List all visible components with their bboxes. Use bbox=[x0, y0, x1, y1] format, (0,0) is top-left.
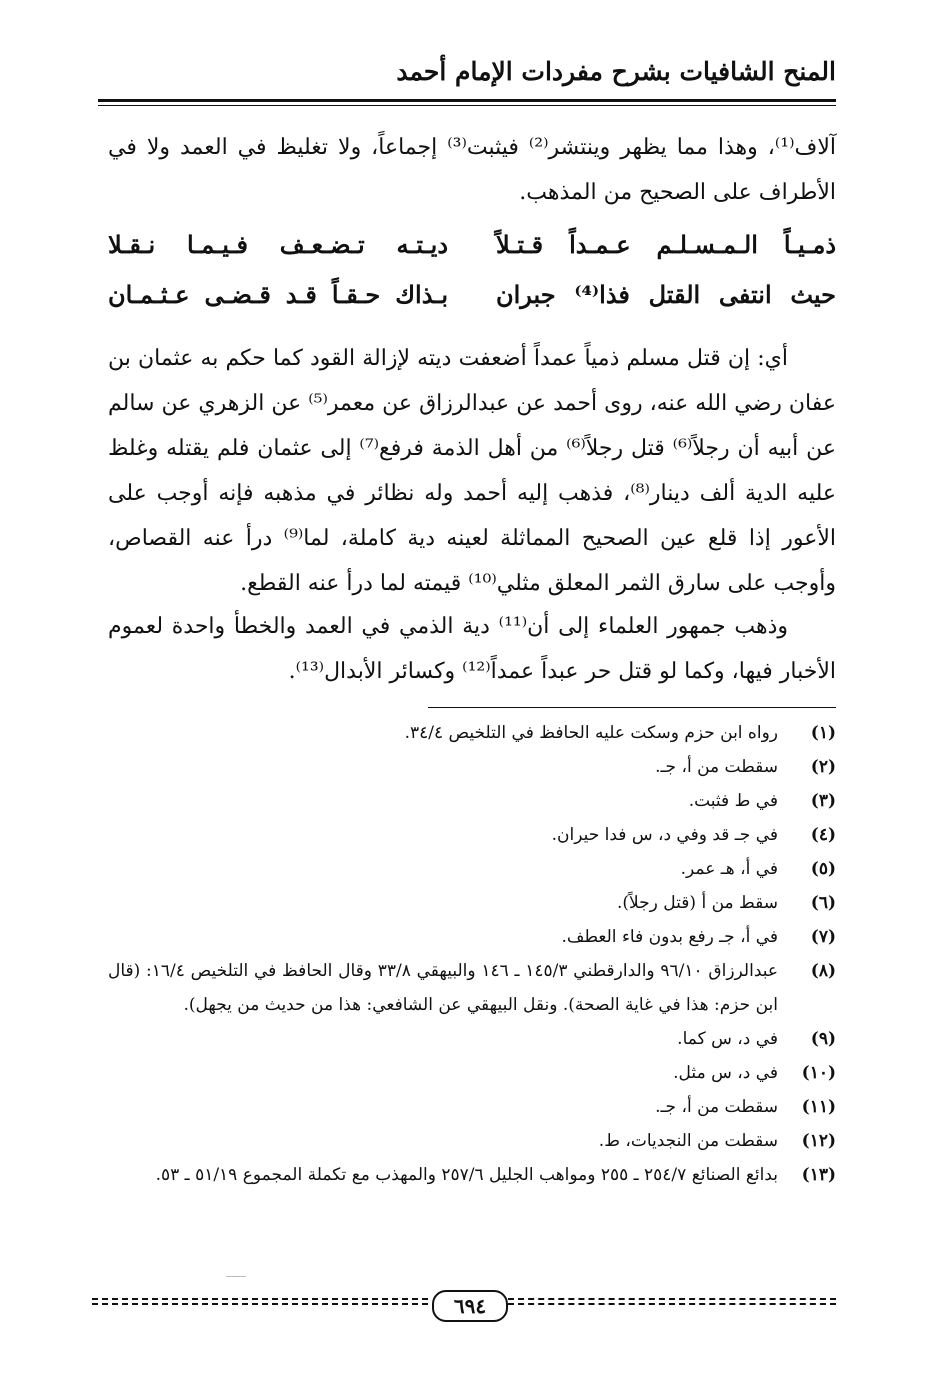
footnote-number: (٤) bbox=[810, 825, 836, 845]
footnotes-list bbox=[108, 716, 836, 1192]
footnote-text: عبدالرزاق ٩٦/١٠ والدارقطني ١٤٥/٣ ـ ١٤٦ والبيهقي ٣٣/٨ وقال الحافظ في التلخيص ١٦/٤: (قال ابن حزم: هذا في غاية الصحة). ونقل البيهقي عن الشافعي: هذا من حديث من يجهل). bbox=[108, 961, 779, 1015]
footnote-number: (١١) bbox=[801, 1097, 836, 1117]
page-number: ٦٩٤ bbox=[432, 1290, 508, 1322]
footnote-number: (٦) bbox=[810, 893, 836, 913]
paragraph-intro: آلاف⁽¹⁾، وهذا مما يظهر وينتشر⁽²⁾ فيثبت⁽³⁾ إجماعاً، ولا تغليظ في العمد ولا في الأطراف على الصحيح من المذهب. bbox=[108, 135, 836, 205]
footnote-number: (٩) bbox=[810, 1029, 836, 1049]
verse-2-first-hemistich: حيث انتفى القتل فذا⁽⁴⁾ جبران bbox=[496, 280, 836, 309]
verse-1-second-hemistich: ديـتـه تـضـعـف فـيـمـا نـقـلا bbox=[108, 230, 448, 259]
footnote-text: بدائع الصنائع ٢٥٤/٧ ـ ٢٥٥ ومواهب الجليل ٢٥٧/٦ والمهذب مع تكملة المجموع ٥١/١٩ ـ ٥٣. bbox=[155, 1165, 778, 1185]
paragraph-commentary: أي: إن قتل مسلم ذمياً عمداً أضعفت ديته لإزالة القود كما حكم به عثمان بن عفان رضي الله عنه، روى أحمد عن عبدالرزاق عن معمر⁽⁵⁾ عن الزهري عن سالم عن أبيه أن رجلاً⁽⁶⁾ قتل رجلاً⁽⁶⁾ من أهل الذمة فرفع⁽⁷⁾ إلى عثمان فلم يقتله وغلظ عليه الدية ألف دينار⁽⁸⁾، فذهب إليه أحمد وله نظائر في مذهبه فإنه أوجب على الأعور إذا قلع عين الصحيح المماثلة لعينه دية كاملة، لما⁽⁹⁾ درأ عنه القصاص، وأوجب على سارق الثمر المعلق مثلي⁽¹⁰⁾ قيمته لما درأ عنه القطع. bbox=[108, 346, 837, 596]
footnote-text: سقطت من النجديات، ط. bbox=[598, 1131, 778, 1151]
footnote bbox=[108, 1158, 836, 1192]
footnote-number: (١٠) bbox=[801, 1063, 836, 1083]
header-rule bbox=[98, 99, 836, 102]
footnote-number: (١) bbox=[810, 723, 836, 743]
footer-dashed-rule-left-lower bbox=[92, 1303, 428, 1305]
footnote bbox=[108, 784, 836, 818]
footnote-number: (٢) bbox=[810, 757, 836, 777]
footnote-text: في د، س كما. bbox=[677, 1029, 778, 1049]
footnote bbox=[108, 886, 836, 920]
footnote bbox=[108, 954, 836, 1022]
footnote-number: (٨) bbox=[810, 961, 836, 981]
footnote bbox=[108, 750, 836, 784]
verse-line-2 bbox=[108, 270, 836, 320]
footnote-text: في جـ قد وفي د، س فدا حيران. bbox=[551, 825, 778, 845]
stray-mark bbox=[226, 1276, 246, 1277]
footer-dashed-rule-right-lower bbox=[508, 1303, 836, 1305]
footnote-text: في أ، هـ عمر. bbox=[680, 859, 778, 879]
verse-line-1 bbox=[108, 220, 836, 270]
footnote-text: سقطت من أ، جـ. bbox=[655, 757, 778, 777]
footnote bbox=[108, 1124, 836, 1158]
footnote bbox=[108, 1090, 836, 1124]
verse-1-first-hemistich: ذمـيـاً الـمـسـلـم عـمـداً قـتـلاً bbox=[496, 230, 836, 259]
footnote-text: سقطت من أ، جـ. bbox=[655, 1097, 778, 1117]
footnote-number: (٧) bbox=[810, 927, 836, 947]
footnote-number: (٥) bbox=[810, 859, 836, 879]
paragraph-majority-view: وذهب جمهور العلماء إلى أن⁽¹¹⁾ دية الذمي في العمد والخطأ واحدة لعموم الأخبار فيها، وكما لو قتل حر عبداً عمداً⁽¹²⁾ وكسائر الأبدال⁽¹³⁾. bbox=[108, 614, 836, 684]
footnote-text: في د، س مثل. bbox=[673, 1063, 778, 1083]
footnote-separator bbox=[428, 707, 836, 708]
footnote-text: سقط من أ (قتل رجلاً). bbox=[616, 893, 778, 913]
verse-block bbox=[108, 220, 836, 320]
footnote bbox=[108, 852, 836, 886]
footer-dashed-rule-right bbox=[508, 1298, 836, 1300]
footnote bbox=[108, 1056, 836, 1090]
footnote bbox=[108, 716, 836, 750]
footnote-number: (١٢) bbox=[801, 1131, 836, 1151]
page-footer bbox=[92, 1290, 836, 1320]
footnote bbox=[108, 1022, 836, 1056]
running-title: المنح الشافيات بشرح مفردات الإمام أحمد bbox=[396, 57, 836, 86]
footnote-text: في ط فثبت. bbox=[688, 791, 778, 811]
footnote-number: (١٣) bbox=[801, 1165, 836, 1185]
footnote-text: رواه ابن حزم وسكت عليه الحافظ في التلخيص ٣٤/٤. bbox=[404, 723, 778, 743]
verse-2-second-hemistich: بـذاك حـقـاً قـد قـضـى عـثـمـان bbox=[108, 280, 448, 309]
footnote-text: في أ، جـ رفع بدون فاء العطف. bbox=[561, 927, 778, 947]
footnote bbox=[108, 818, 836, 852]
header-rule-thin bbox=[98, 105, 836, 106]
footnote bbox=[108, 920, 836, 954]
footer-dashed-rule-left bbox=[92, 1298, 428, 1300]
footnote-number: (٣) bbox=[810, 791, 836, 811]
